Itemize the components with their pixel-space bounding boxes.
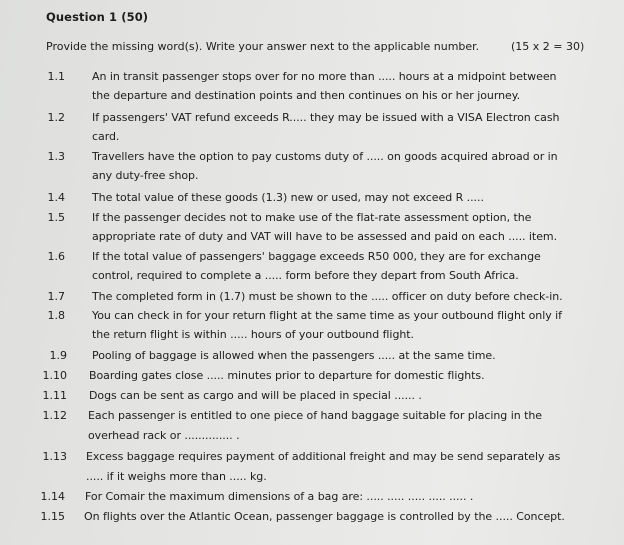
question-number: 1.9	[49, 349, 67, 362]
question-text-line: overhead rack or .............. .	[88, 429, 240, 442]
question-text-line: If the total value of passengers' baggage exceeds R50 000, they are for exchange	[92, 250, 541, 263]
question-text-line: The total value of these goods (1.3) new or used, may not exceed R .....	[92, 191, 484, 204]
question-text-line: any duty-free shop.	[92, 169, 199, 182]
question-number: 1.15	[40, 510, 65, 523]
question-text-line: Each passenger is entitled to one piece of hand baggage suitable for placing in the	[88, 409, 542, 422]
question-text-line: You can check in for your return flight at the same time as your outbound flight only if	[92, 309, 562, 322]
question-number: 1.6	[47, 250, 65, 263]
question-text-line: If the passenger decides not to make use of the flat-rate assessment option, the	[92, 211, 532, 224]
question-number: 1.5	[47, 211, 65, 224]
question-number: 1.4	[47, 191, 65, 204]
question-text-line: the return flight is within ..... hours of your outbound flight.	[92, 328, 415, 341]
question-text-line: Travellers have the option to pay customs duty of ..... on goods acquired abroad or in	[92, 150, 558, 163]
question-number: 1.8	[47, 309, 65, 322]
question-text-line: Boarding gates close ..... minutes prior to departure for domestic flights.	[89, 369, 485, 382]
question-number: 1.12	[42, 409, 67, 422]
question-number: 1.10	[42, 369, 67, 382]
question-text-line: Excess baggage requires payment of additional freight and may be send separately as	[86, 450, 561, 463]
question-number: 1.2	[47, 111, 65, 124]
question-text-line: control, required to complete a ..... form before they depart from South Africa.	[92, 269, 519, 282]
question-number: 1.7	[47, 290, 65, 303]
question-text-line: ..... if it weighs more than ..... kg.	[86, 470, 267, 483]
question-number: 1.11	[42, 389, 67, 402]
question-number: 1.1	[47, 70, 65, 83]
question-text-line: card.	[92, 130, 120, 143]
question-number: 1.3	[47, 150, 65, 163]
question-number: 1.13	[42, 450, 67, 463]
question-number: 1.14	[40, 490, 65, 503]
question-heading: Question 1 (50)	[46, 10, 149, 24]
question-text-line: If passengers' VAT refund exceeds R..... they may be issued with a VISA Electron cash	[92, 111, 560, 124]
question-text-line: On flights over the Atlantic Ocean, passenger baggage is controlled by the ..... Concept.	[84, 510, 565, 523]
question-text-line: appropriate rate of duty and VAT will have to be assessed and paid on each ..... item.	[92, 230, 558, 243]
question-text-line: The completed form in (1.7) must be shown to the ..... officer on duty before check-in.	[92, 290, 563, 303]
question-text-line: the departure and destination points and then continues on his or her journey.	[92, 89, 521, 102]
question-text-line: For Comair the maximum dimensions of a bag are: ..... ..... ..... ..... ..... .	[85, 490, 474, 503]
instruction-text: Provide the missing word(s). Write your answer next to the applicable number.	[46, 40, 480, 53]
question-text-line: Dogs can be sent as cargo and will be placed in special ...... .	[89, 389, 422, 402]
marks-allocation: (15 x 2 = 30)	[511, 40, 585, 53]
question-text-line: An in transit passenger stops over for no more than ..... hours at a midpoint between	[92, 70, 557, 83]
question-text-line: Pooling of baggage is allowed when the passengers ..... at the same time.	[92, 349, 496, 362]
